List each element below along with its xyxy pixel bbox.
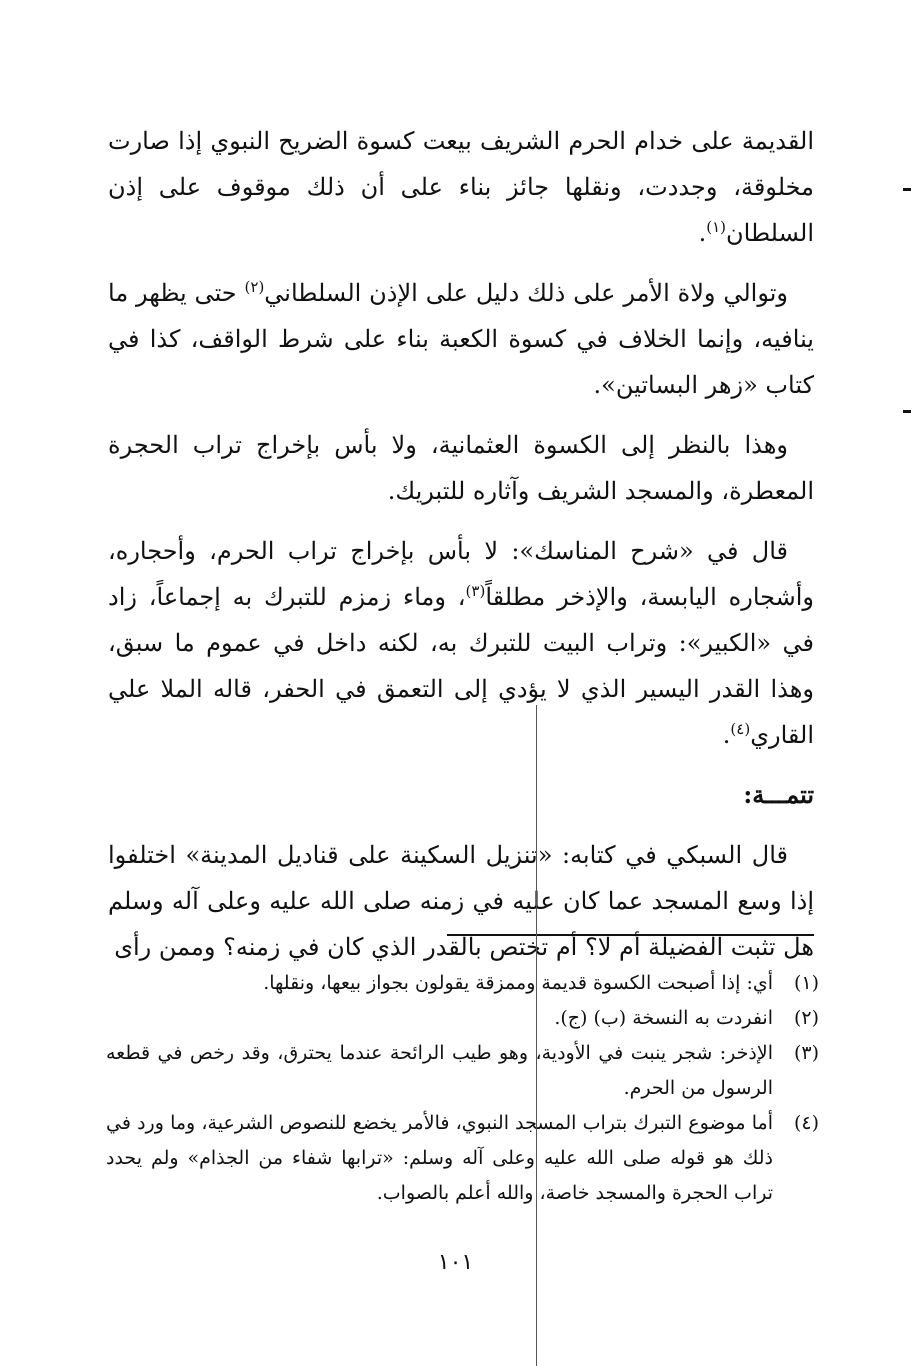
footnote-number: (٣) xyxy=(793,1042,819,1064)
paragraph-4 xyxy=(108,528,814,758)
footnote-2 xyxy=(106,1001,819,1036)
footnotes xyxy=(106,966,819,1211)
paragraph-2-end: حتى يظهر ما ينافيه، وإنما الخلاف في كسوة الكعبة بناء على شرط الواقف، كذا في كتاب «زهر البساتين». xyxy=(108,279,814,399)
footnote-number: (١) xyxy=(793,972,819,994)
main-text xyxy=(108,118,814,984)
footnote-text: أما موضوع التبرك بتراب المسجد النبوي، فالأمر يخضع للنصوص الشرعية، وما ورد في ذلك هو قوله صلى الله عليه وعلى آله وسلم: «ترابها شفاء من الجذام» ولم يحدد تراب الحجرة والمسجد خاصة، والله أعلم بالصواب. xyxy=(106,1112,773,1204)
section-heading: تتمـــة: xyxy=(743,780,814,809)
paragraph-2 xyxy=(108,270,814,408)
paragraph-1 xyxy=(108,118,814,256)
paragraph-4-end: . xyxy=(722,721,731,749)
footnote-ref-1: (١) xyxy=(706,218,727,236)
footnote-number: (٢) xyxy=(793,1007,819,1029)
footnote-ref-4: (٤) xyxy=(730,720,751,738)
footnote-ref-3: (٣) xyxy=(465,582,486,600)
footnote-text: انفردت به النسخة (ب) (ج). xyxy=(554,1007,773,1029)
scan-fold-line xyxy=(536,705,537,1366)
margin-mark xyxy=(903,410,911,413)
paragraph-4-text-a: قال في «شرح المناسك»: لا بأس بإخراج تراب الحرم، وأحجاره، وأشجاره اليابسة، والإذخر مطلقاً xyxy=(108,537,814,611)
footnote-divider xyxy=(447,934,814,936)
paragraph-1-end: . xyxy=(698,219,707,247)
footnote-4 xyxy=(106,1106,819,1211)
footnote-3 xyxy=(106,1036,819,1106)
margin-mark xyxy=(903,188,911,191)
footnote-text: الإذخر: شجر ينبت في الأودية، وهو طيب الرائحة عندما يحترق، وقد رخص في قطعه الرسول من الحرم. xyxy=(106,1042,773,1099)
page-number: ١٠١ xyxy=(437,1250,474,1275)
paragraph-1-text: القديمة على خدام الحرم الشريف بيعت كسوة الضريح النبوي إذا صارت مخلوقة، وجددت، ونقلها جائز بناء على أن ذلك موقوف على إذن السلطان xyxy=(108,127,814,247)
paragraph-2-text: وتوالي ولاة الأمر على ذلك دليل على الإذن السلطاني xyxy=(264,279,789,307)
footnote-ref-2: (٢) xyxy=(244,278,265,296)
footnote-number: (٤) xyxy=(793,1112,819,1134)
footnote-1 xyxy=(106,966,819,1001)
paragraph-4-text-b: ، وماء زمزم للتبرك به إجماعاً، زاد في «الكبير»: وتراب البيت للتبرك به، لكنه داخل في عموم ما سبق، وهذا القدر اليسير الذي لا يؤدي إلى التعمق في الحفر، قاله الملا علي القاري xyxy=(108,583,814,749)
paragraph-3: وهذا بالنظر إلى الكسوة العثمانية، ولا بأس بإخراج تراب الحجرة المعطرة، والمسجد الشريف وآثاره للتبريك. xyxy=(108,431,814,505)
footnote-text: أي: إذا أصبحت الكسوة قديمة وممزقة يقولون بجواز بيعها، ونقلها. xyxy=(263,972,773,994)
paragraph-5: قال السبكي في كتابه: «تنزيل السكينة على قناديل المدينة» اختلفوا إذا وسع المسجد عما كان عليه في زمنه صلى الله عليه وعلى آله وسلم هل تثبت الفضيلة أم لا؟ أم تختص بالقدر الذي كان في زمنه؟ وممن رأى xyxy=(108,841,814,961)
